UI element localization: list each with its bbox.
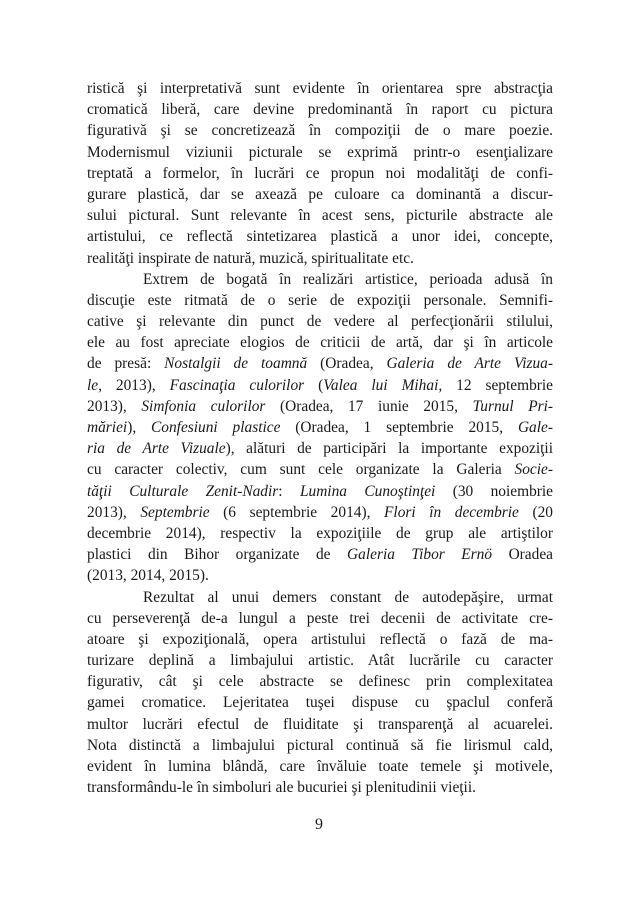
text-run: de presă:: [87, 355, 165, 373]
italic-text: Turnul Pri-: [472, 397, 554, 415]
text-line: [87, 692, 553, 713]
text-run: Rezultat al unui demers constant de autodepăşire, urmat: [143, 588, 553, 606]
italic-text: Nostalgii de toamnă: [164, 355, 308, 373]
text-run: 2013),: [87, 503, 141, 521]
text-run: figurativ, cât şi cele abstracte se definesc prin complexitatea: [87, 673, 553, 691]
text-line: [87, 248, 553, 269]
italic-text: ria de Arte Vizuale: [87, 440, 226, 458]
text-line: [87, 163, 553, 184]
text-line: [87, 417, 553, 438]
text-run: cu perseverenţă de-a lungul a peste trei decenii de activitate cre-: [87, 609, 553, 627]
text-run: sului pictural. Sunt relevante în acest sens, picturile abstracte ale: [87, 207, 553, 225]
italic-text: Gale-: [517, 419, 553, 436]
text-line: [87, 269, 553, 290]
text-line: [87, 99, 553, 120]
text-run: ele au fost apreciate elogios de criticii de artă, dar şi în articole: [87, 334, 553, 352]
italic-text: Culturale Zenit-Nadir: [129, 482, 279, 500]
text-line: [87, 671, 553, 692]
text-run: [112, 483, 129, 500]
paragraph: [87, 78, 553, 269]
text-line: [87, 650, 553, 671]
text-line: [87, 608, 553, 629]
text-run: gurare plastică, dar se axează pe culoare ca dominantă a discur-: [87, 185, 553, 203]
page-body: [87, 78, 553, 798]
text-line: [87, 777, 553, 798]
italic-text: Valea lui Mihai,: [323, 376, 443, 394]
text-run: gamei cromatice. Lejeritatea tuşei dispuse cu şpaclul conferă: [87, 694, 553, 712]
text-line: [87, 565, 553, 586]
text-run: Oradea: [492, 546, 553, 564]
italic-text: le,: [87, 376, 102, 394]
text-run: turizare deplină a limbajului artistic. Atât lucrările cu caracter: [87, 652, 553, 670]
text-run: discuţie este ritmată de o serie de expoziţii personale. Semnifi-: [87, 291, 553, 309]
text-line: [87, 629, 553, 650]
text-run: Modernismul viziunii picturale se exprimă printr-o esenţializare: [87, 143, 553, 161]
text-run: transformându-le în simboluri ale bucuriei şi plenitudinii vieţii.: [87, 779, 476, 797]
italic-text: Flori în decembrie: [384, 503, 519, 521]
text-line: [87, 142, 553, 163]
text-line: [87, 120, 553, 141]
text-run: ristică şi interpretativă sunt evidente în orientarea spre abstracţia: [87, 80, 553, 97]
text-run: (: [304, 376, 324, 394]
italic-text: Simfonia culorilor: [141, 397, 266, 415]
text-line: [87, 184, 553, 205]
text-line: [87, 78, 553, 99]
text-line: [87, 396, 553, 417]
paragraph: [87, 587, 553, 799]
text-run: (Oradea, 1 septembrie 2015,: [280, 419, 518, 436]
text-line: [87, 226, 553, 247]
text-run: (20: [518, 503, 553, 521]
italic-text: tăţii: [87, 482, 112, 500]
italic-text: Lumina Cunoştinţei: [299, 482, 436, 500]
italic-text: Galeria Tibor Ernö: [347, 546, 493, 564]
text-line: [87, 544, 553, 565]
text-line: [87, 756, 553, 777]
text-line: [87, 587, 553, 608]
text-run: :: [278, 482, 300, 500]
text-run: figurativă şi se concretizează în compoziţii de o mare poezie.: [87, 122, 553, 140]
text-run: ),: [127, 419, 152, 436]
text-run: treptată a formelor, în lucrări ce propun noi modalităţi de confi-: [87, 164, 553, 182]
text-line: [87, 290, 553, 311]
text-line: [87, 481, 553, 502]
paragraph: [87, 269, 553, 587]
text-line: [87, 735, 553, 756]
italic-text: măriei: [87, 419, 128, 436]
text-run: decembrie 2014), respectiv la expoziţiile de grup ale artiştilor: [87, 524, 553, 542]
text-line: [87, 502, 553, 523]
text-run: cative şi relevante din punct de vedere al perfecţionării stilului,: [87, 313, 553, 331]
text-line: [87, 375, 553, 396]
text-run: cromatică liberă, care devine predominantă în raport cu pictura: [87, 101, 553, 119]
text-run: (Oradea, 17 iunie 2015,: [265, 397, 473, 415]
text-run: atoare şi expoziţională, opera artistului reflectă o fază de ma-: [87, 630, 553, 648]
text-run: plastici din Bihor organizate de: [87, 546, 348, 564]
text-line: [87, 438, 553, 459]
text-run: evident în lumina blândă, care învăluie toate temele şi motivele,: [87, 758, 553, 775]
italic-text: Galeria de Arte Vizua-: [386, 355, 553, 373]
text-run: (2013, 2014, 2015).: [87, 567, 209, 585]
text-run: (30 noiembrie: [435, 482, 553, 500]
text-run: 2013),: [87, 397, 142, 415]
text-run: (6 septembrie 2014),: [209, 503, 385, 521]
text-run: cu caracter colectiv, cum sunt cele organizate la Galeria: [87, 461, 515, 479]
text-run: Nota distinctă a limbajului pictural continuă să fie lirismul cald,: [87, 736, 553, 754]
text-line: [87, 459, 553, 480]
text-run: realităţi inspirate de natură, muzică, spiritualitate etc.: [87, 249, 414, 267]
text-line: [87, 332, 553, 353]
italic-text: Confesiuni plastice: [151, 419, 281, 436]
text-line: [87, 353, 553, 374]
text-line: [87, 205, 553, 226]
text-line: [87, 714, 553, 735]
text-run: 12 septembrie: [442, 376, 554, 394]
page-number: 9: [315, 816, 323, 833]
text-run: 2013),: [101, 376, 170, 394]
text-run: ), alături de participări la importante expoziţii: [225, 440, 553, 458]
text-line: [87, 523, 553, 544]
text-line: [87, 311, 553, 332]
italic-text: Septembrie: [140, 503, 210, 521]
italic-text: Fascinaţia culorilor: [169, 376, 305, 394]
text-run: multor lucrări efectul de fluiditate şi transparenţă al acuarelei.: [87, 715, 553, 733]
text-run: artistului, ce reflectă sintetizarea plastică a unor idei, concepte,: [87, 228, 553, 246]
text-run: Extrem de bogată în realizări artistice, perioada adusă în: [143, 270, 553, 288]
text-run: (Oradea,: [307, 355, 387, 373]
italic-text: Socie-: [514, 461, 553, 479]
